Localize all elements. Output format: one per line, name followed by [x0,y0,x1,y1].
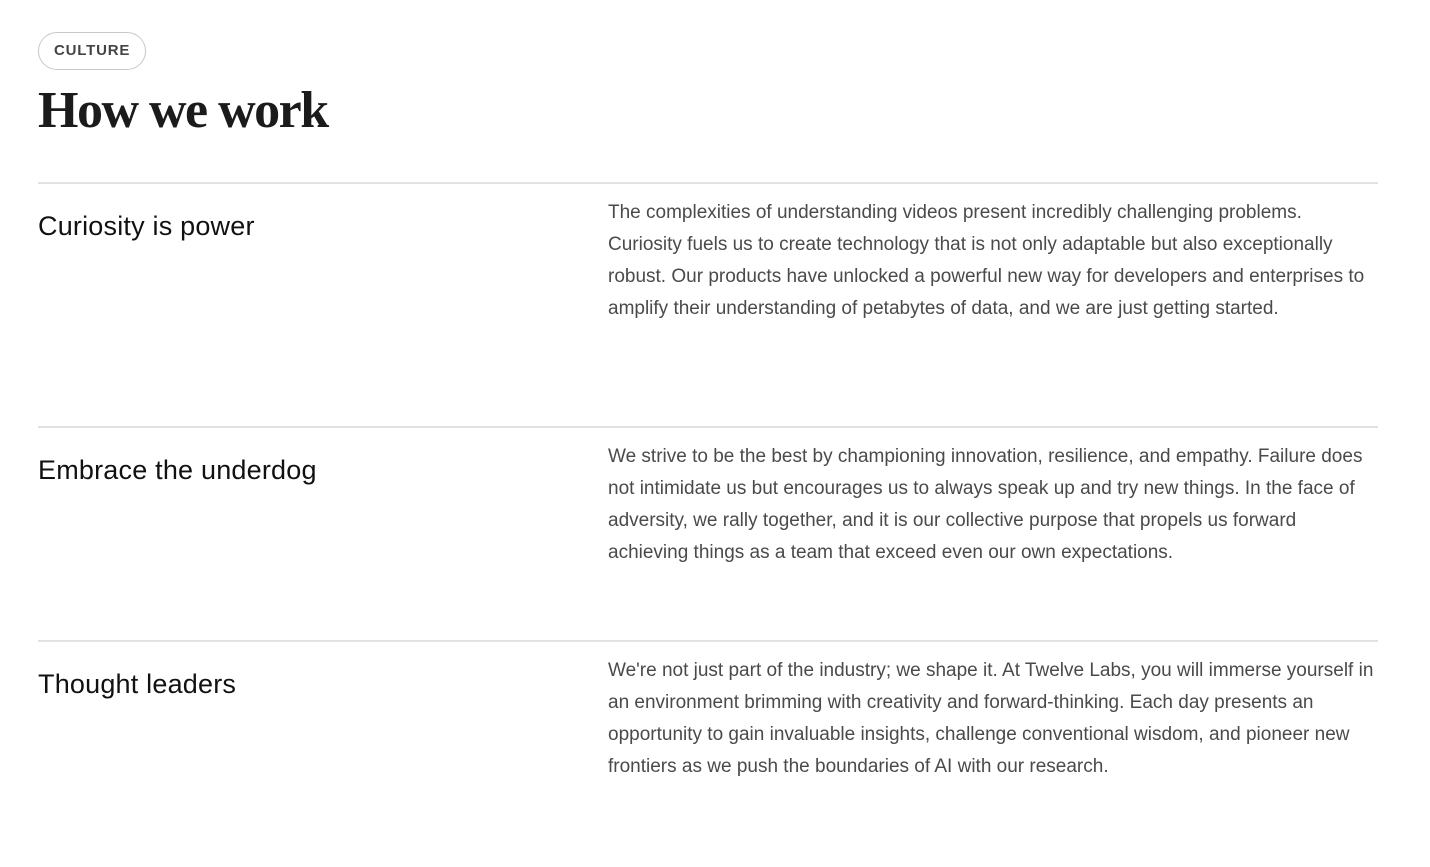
value-description: We strive to be the best by championing innovation, resilience, and empathy. Failure does not intimidate us but encourages us to always speak up and try new things. In the face of adversity, we rally together, and it is our collective purpose that propels us forward achieving things as a team that exceed even our own expectations. [608,446,1363,563]
value-row-curiosity [38,182,1378,426]
value-title: Thought leaders [38,669,237,699]
page-title: How we work [38,82,328,139]
culture-section [38,32,1378,777]
value-description: The complexities of understanding videos present incredibly challenging problems. Curiosity fuels us to create technology that is not only adaptable but also exceptionally robust. Our products have unlocked a powerful new way for developers and enterprises to amplify their understanding of petabytes of data, and we are just getting started. [608,202,1365,319]
value-row-thought-leaders [38,640,1378,820]
value-row-underdog [38,426,1378,640]
value-title: Curiosity is power [38,211,255,241]
values-list [38,182,1378,820]
value-title: Embrace the underdog [38,455,317,485]
value-description: We're not just part of the industry; we shape it. At Twelve Labs, you will immerse yourself in an environment brimming with creativity and forward-thinking. Each day presents an opportunity to gain invaluable insights, challenge conventional wisdom, and pioneer new frontiers as we push the boundaries of AI with our research. [608,660,1374,777]
section-tag: CULTURE [38,32,146,70]
